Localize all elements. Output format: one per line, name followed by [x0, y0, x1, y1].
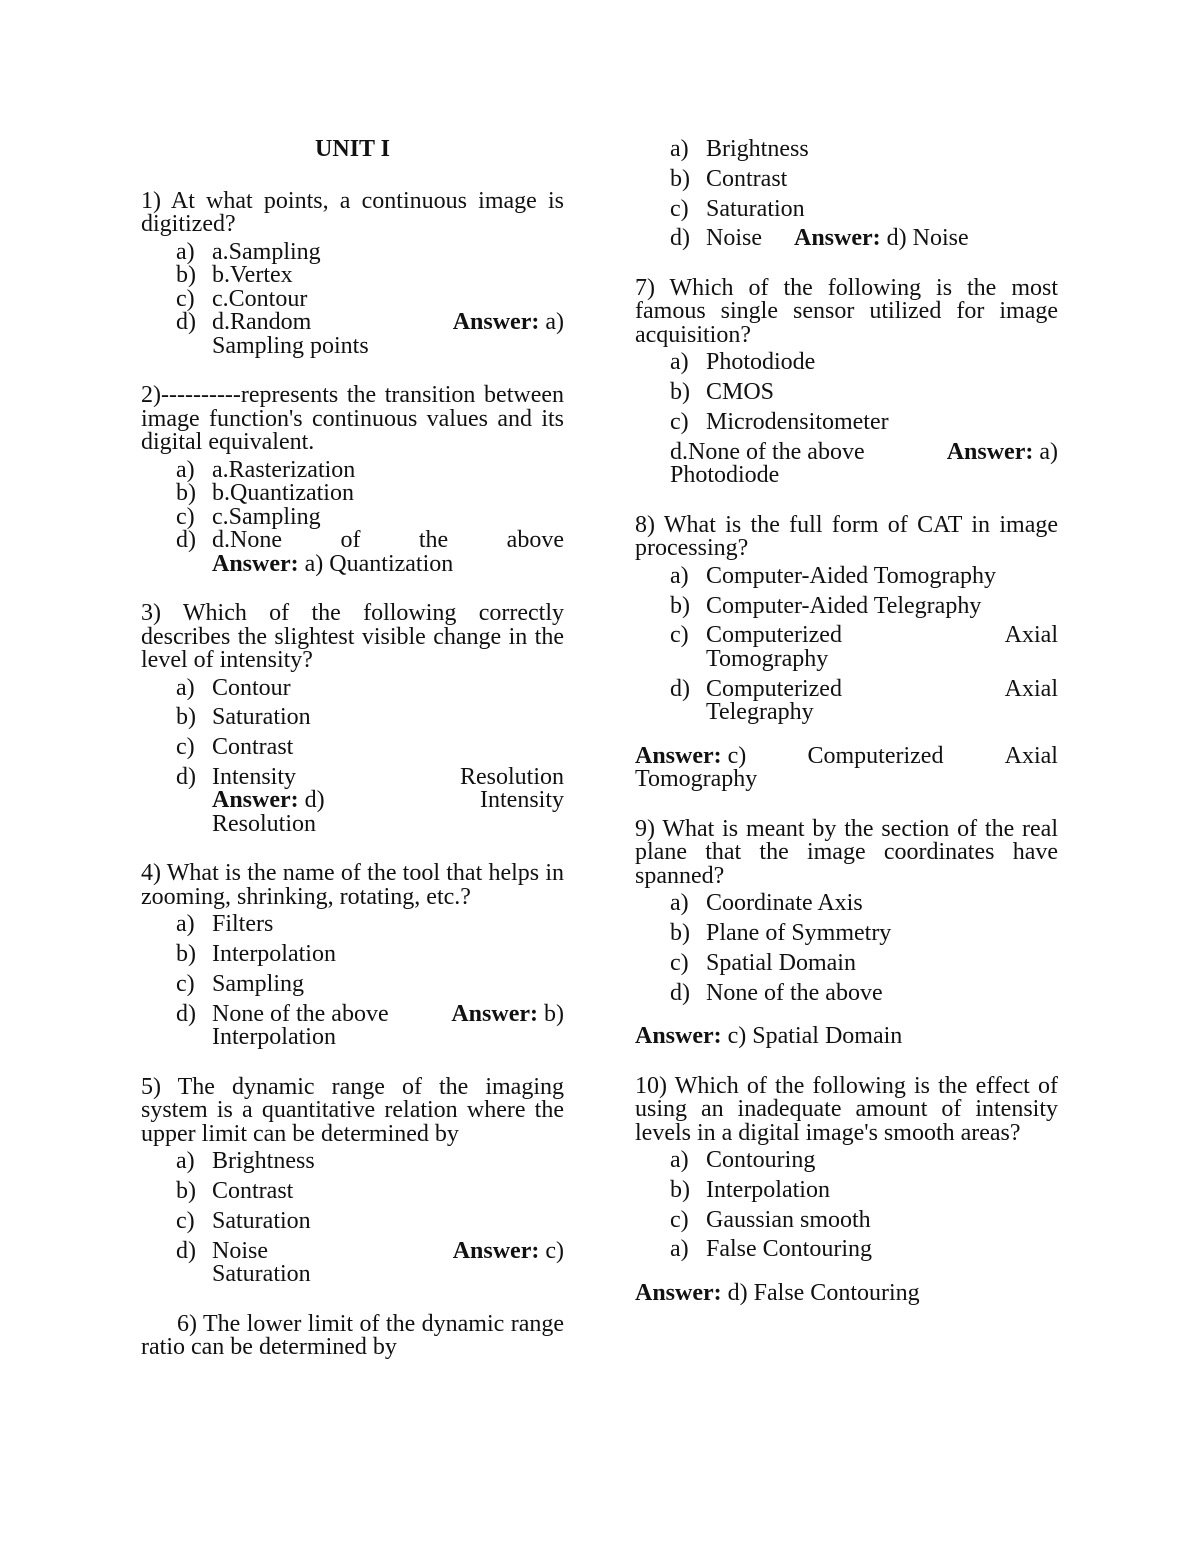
question-text: 8) What is the full form of CAT in image processing?	[635, 511, 1058, 562]
answer-text: d) False Contouring	[727, 1279, 920, 1306]
question-text: 3) Which of the following correctly describes the slightest visible change in the level of intensity?	[141, 600, 564, 673]
option-d: d) d.None of the above Answer: a) Quantization	[176, 527, 564, 577]
question-5	[141, 1073, 564, 1288]
option-d: a) False Contouring	[670, 1236, 872, 1263]
question-8	[635, 511, 1058, 793]
answer-label: Answer:	[212, 787, 299, 814]
answer-label: Answer:	[635, 742, 722, 769]
answer-label: Answer:	[212, 550, 299, 577]
answer-text: Sampling points	[212, 332, 369, 359]
question-1	[141, 187, 564, 359]
option-a: a) Contour	[176, 674, 291, 701]
option-a: a) Brightness	[176, 1148, 315, 1175]
option-d: d) None of the above Answer: b) Interpolation	[176, 1000, 564, 1051]
option-b: b) Interpolation	[670, 1176, 830, 1203]
option-d: d) d.Random Answer: a) Sampling points	[176, 309, 564, 359]
option-c: c) Gaussian smooth	[670, 1206, 871, 1233]
question-9	[635, 815, 1058, 1050]
option-c: c) Saturation	[670, 195, 805, 222]
option-a: a) Coordinate Axis	[670, 890, 863, 917]
answer-label: Answer:	[794, 225, 881, 252]
option-b: b) b.Quantization	[176, 480, 354, 506]
option-b: b) Computer-Aided Telegraphy	[670, 592, 982, 619]
option-d: d) None of the above	[670, 979, 883, 1006]
question-text: 5) The dynamic range of the imaging system is a quantitative relation where the upper limit can be determined by	[141, 1073, 564, 1147]
option-c: c) Computerized Axial Tomography	[670, 622, 1058, 672]
answer	[635, 1025, 1058, 1049]
option-c: c) Microdensitometer	[670, 408, 889, 435]
option-b: b) b.Vertex	[176, 262, 293, 288]
option-c: c) c.Sampling	[176, 503, 321, 530]
question-text: 7) Which of the following is the most famous single sensor utilized for image acquisition?	[635, 274, 1058, 348]
option-a: a) a.Sampling	[176, 238, 321, 265]
option-d: d) Computerized Axial Telegraphy	[670, 675, 1058, 726]
question-text: 2)----------represents the transition between image function's continuous values and its digital equivalent.	[141, 382, 564, 455]
question-6-options	[635, 138, 1058, 251]
answer-label: Answer:	[452, 309, 540, 335]
option-d: d) Noise Answer: d) Noise	[670, 225, 969, 252]
option-c: c) c.Contour	[176, 285, 308, 312]
option-c: c) Sampling	[176, 970, 305, 997]
option-b: b) Contrast	[670, 165, 788, 192]
question-text: 1) At what points, a continuous image is digitized?	[141, 187, 564, 237]
option-b: b) Contrast	[176, 1178, 294, 1205]
question-text: 9) What is meant by the section of the real plane that the image coordinates have spanned?	[635, 815, 1058, 889]
answer-label: Answer:	[635, 1279, 722, 1306]
answer: Answer: c) Computerized Axial Tomography	[635, 742, 1058, 793]
answer-text: a) Quantization	[304, 550, 454, 577]
answer-text: d) Noise	[886, 225, 969, 252]
page-title: UNIT I	[315, 136, 390, 162]
question-3	[141, 602, 564, 836]
answer-label: Answer:	[451, 1000, 538, 1027]
answer-text: c) Spatial Domain	[727, 1023, 903, 1050]
option-b: b) Saturation	[176, 704, 311, 731]
option-b: b) CMOS	[670, 379, 775, 406]
option-b: b) Interpolation	[176, 941, 336, 968]
option-b: b) Plane of Symmetry	[670, 919, 892, 946]
option-a: a) Computer-Aided Tomography	[670, 562, 997, 589]
question-4	[141, 862, 564, 1049]
option-a: a) Photodiode	[670, 349, 816, 376]
question-6	[141, 1310, 564, 1361]
option-d: d) Noise Answer: c) Saturation	[176, 1237, 564, 1288]
option-a: a) Contouring	[670, 1147, 816, 1174]
option-c: c) Spatial Domain	[670, 949, 856, 976]
option-d: d.None of the above Answer: a) Photodiode	[670, 438, 1058, 489]
answer	[635, 1279, 1058, 1306]
option-d: d) Intensity Resolution Answer: d) Intensity Resolution	[176, 763, 564, 837]
question-text: 10) Which of the following is the effect of using an inadequate amount of intensity levels in a digital image's smooth areas?	[635, 1072, 1058, 1146]
option-a: a) Brightness	[670, 136, 809, 162]
answer-label: Answer:	[452, 1237, 540, 1264]
question-2	[141, 384, 564, 576]
question-7	[635, 274, 1058, 489]
right-column	[635, 138, 1058, 1305]
question-text: 6) The lower limit of the dynamic range ratio can be determined by	[141, 1310, 564, 1361]
question-10	[635, 1072, 1058, 1306]
answer-label: Answer:	[946, 438, 1034, 465]
question-text: 4) What is the name of the tool that helps in zooming, shrinking, rotating, etc.?	[141, 860, 564, 910]
option-c: c) Contrast	[176, 734, 294, 761]
option-a: a) Filters	[176, 911, 274, 938]
option-c: c) Saturation	[176, 1207, 311, 1234]
answer-label: Answer:	[635, 1023, 722, 1050]
option-a: a) a.Rasterization	[176, 456, 356, 483]
left-column	[141, 138, 564, 1360]
